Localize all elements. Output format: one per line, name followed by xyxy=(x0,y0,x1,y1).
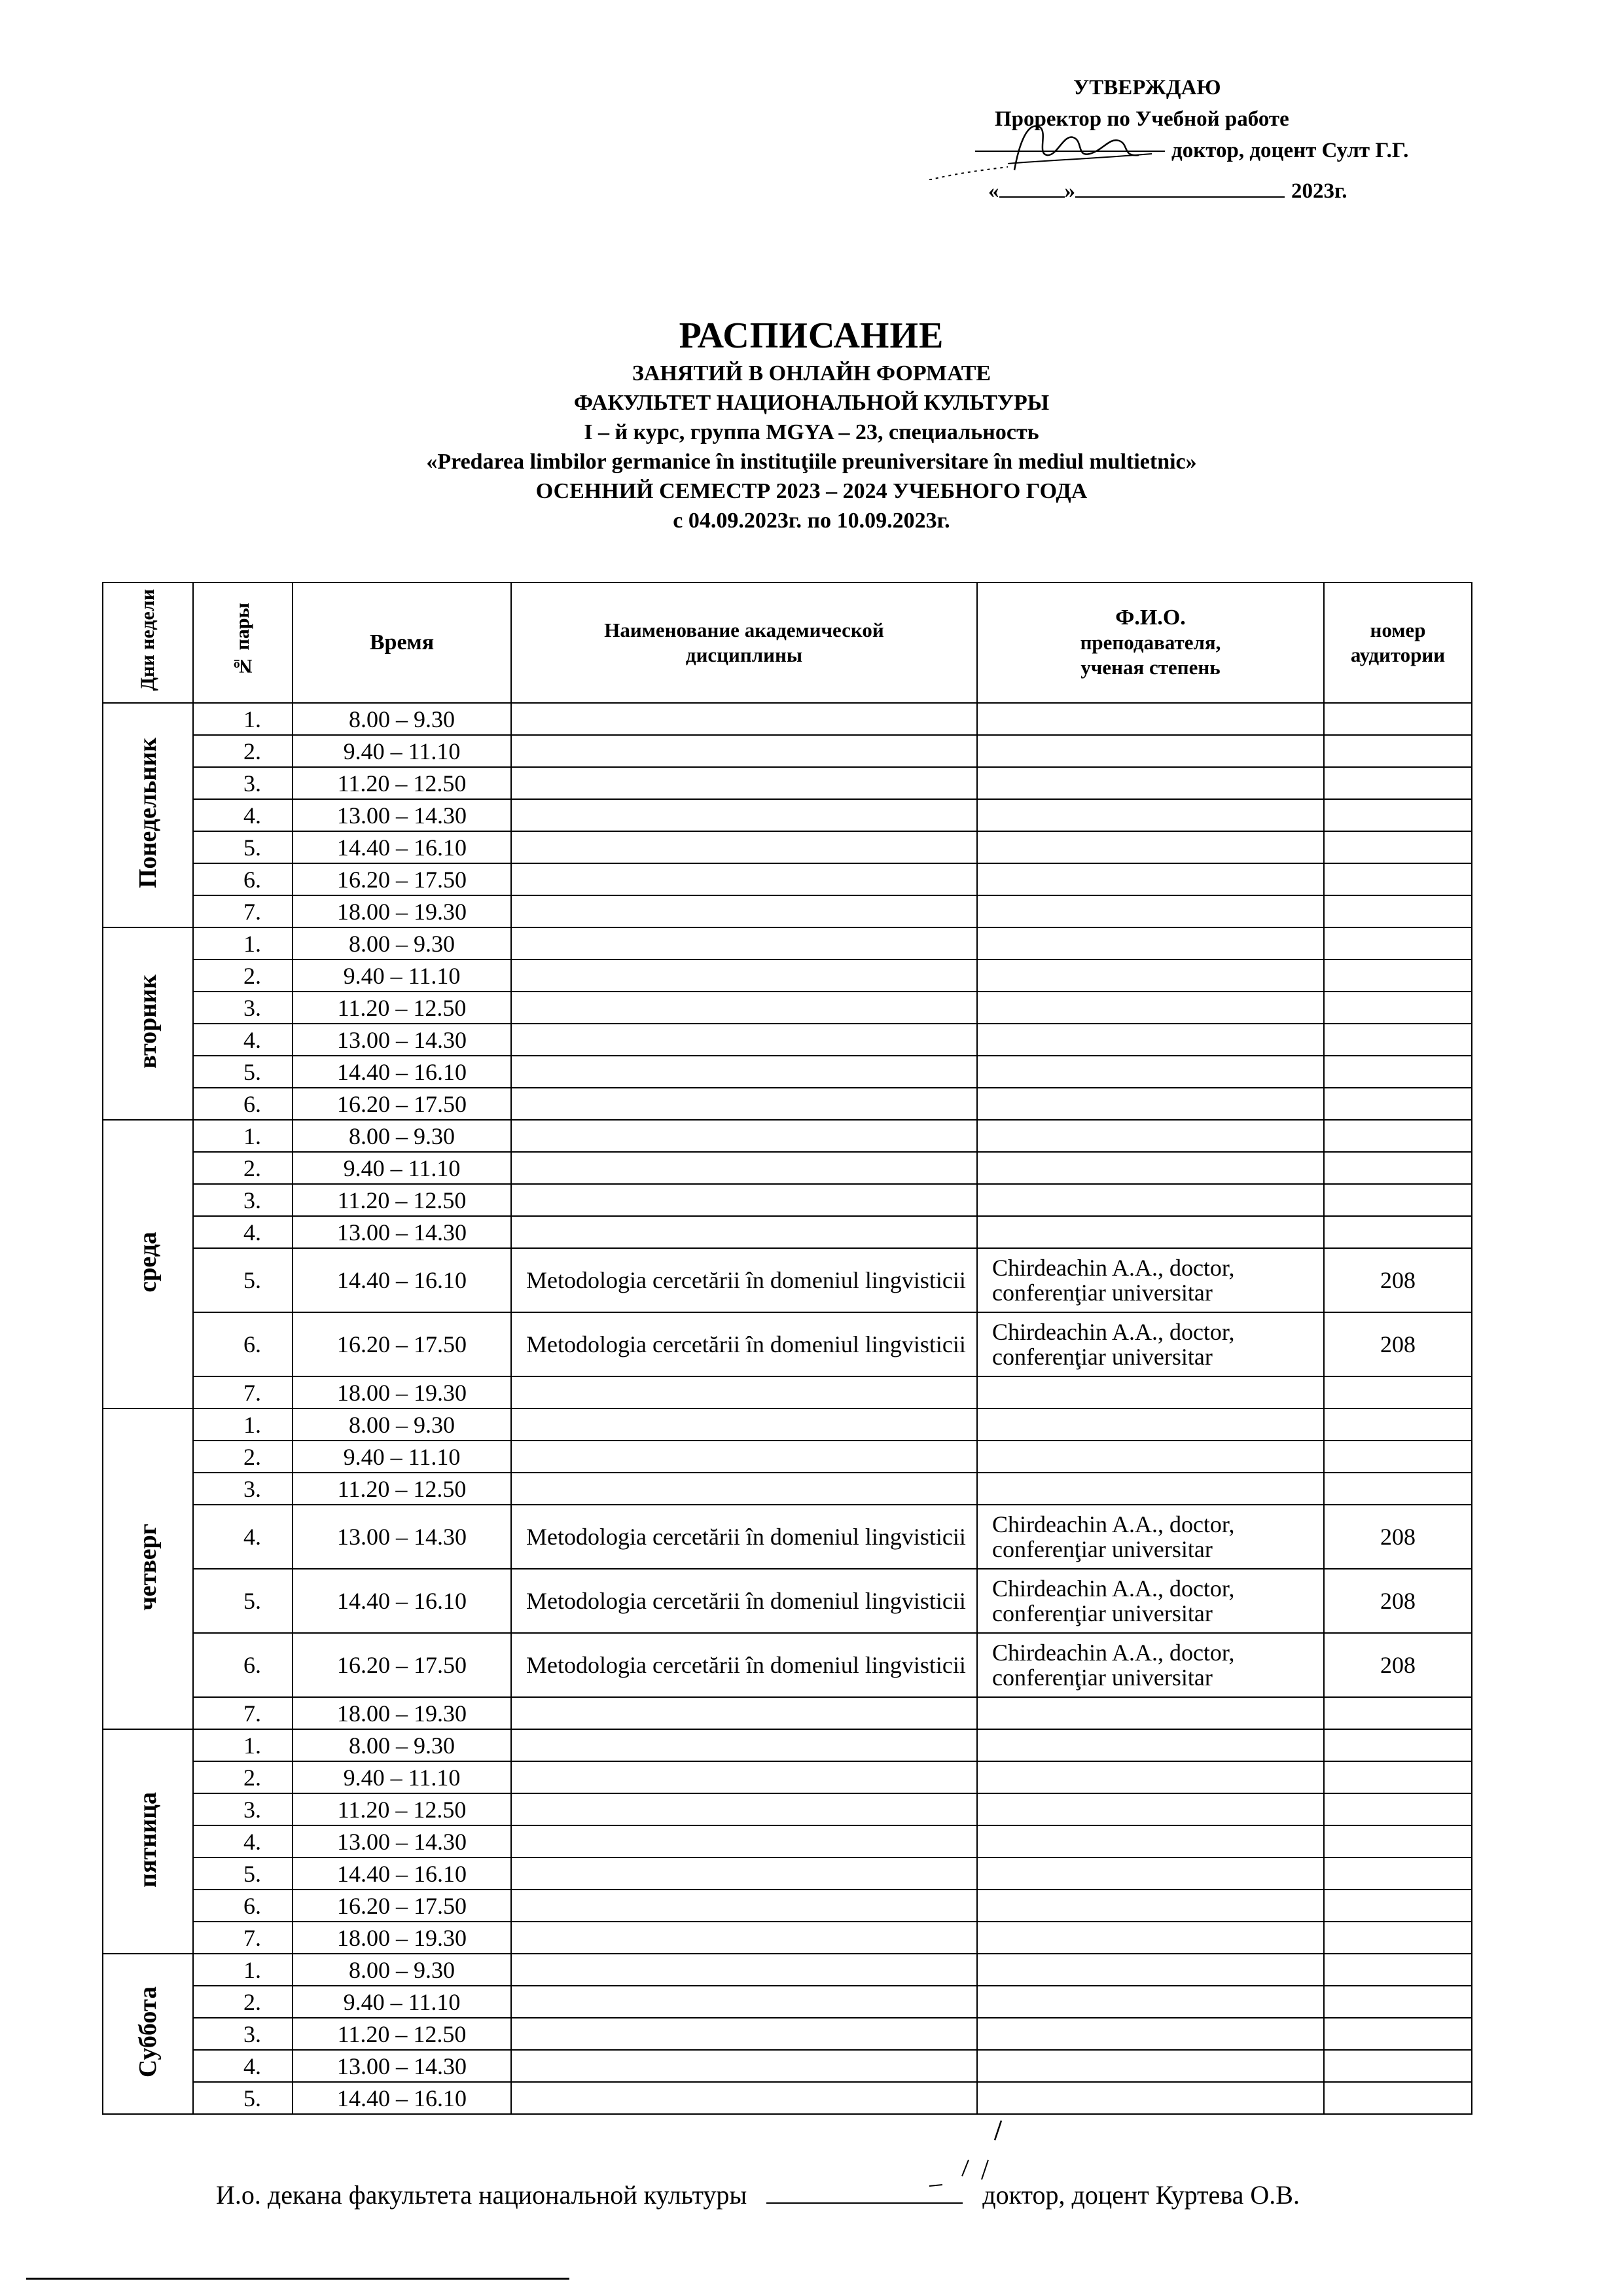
teacher-cell xyxy=(977,1761,1324,1793)
teacher-cell: Chirdeachin A.A., doctor, conferenţiar universitar xyxy=(977,1505,1324,1569)
teacher-cell xyxy=(977,863,1324,895)
subject-cell xyxy=(511,1376,977,1408)
subject-cell xyxy=(511,1441,977,1473)
subject-cell: Metodologia cercetării în domeniul lingvisticii xyxy=(511,1248,977,1312)
day-name: Суббота xyxy=(134,1986,162,2078)
header-room: номер аудитории xyxy=(1324,583,1472,703)
subject-cell: Metodologia cercetării în domeniul lingvisticii xyxy=(511,1505,977,1569)
header-subject: Наименование академической дисциплины xyxy=(511,583,977,703)
subject-cell xyxy=(511,1088,977,1120)
pair-number-cell: 1. xyxy=(193,1120,293,1152)
pair-number-cell: 6. xyxy=(193,1312,293,1376)
pair-number-cell: 4. xyxy=(193,1505,293,1569)
teacher-cell xyxy=(977,2082,1324,2114)
teacher-cell: Chirdeachin A.A., doctor, conferenţiar universitar xyxy=(977,1569,1324,1633)
room-number-cell xyxy=(1324,1954,1472,1986)
table-row xyxy=(103,1922,1472,1954)
table-row xyxy=(103,1441,1472,1473)
time-slot-cell: 11.20 – 12.50 xyxy=(293,2018,511,2050)
room-number-cell xyxy=(1324,1729,1472,1761)
teacher-cell xyxy=(977,1408,1324,1441)
room-number-cell xyxy=(1324,1793,1472,1825)
table-row xyxy=(103,1890,1472,1922)
teacher-cell xyxy=(977,2050,1324,2082)
table-row xyxy=(103,1088,1472,1120)
handwritten-signature-dean xyxy=(903,2114,1047,2193)
approval-name: доктор, доцент Султ Г.Г. xyxy=(1171,139,1409,162)
approval-position: Проректор по Учебной работе xyxy=(995,107,1289,131)
pair-number-cell: 4. xyxy=(193,1825,293,1857)
room-number-cell xyxy=(1324,992,1472,1024)
time-slot-cell: 14.40 – 16.10 xyxy=(293,1857,511,1890)
subject-cell xyxy=(511,735,977,767)
time-slot-cell: 9.40 – 11.10 xyxy=(293,1441,511,1473)
time-slot-cell: 16.20 – 17.50 xyxy=(293,1312,511,1376)
time-slot-cell: 11.20 – 12.50 xyxy=(293,992,511,1024)
pair-number-cell: 2. xyxy=(193,1761,293,1793)
subject-cell xyxy=(511,1793,977,1825)
day-name: пятница xyxy=(134,1791,162,1888)
table-row xyxy=(103,1954,1472,1986)
pair-number-cell: 5. xyxy=(193,1569,293,1633)
teacher-cell xyxy=(977,1184,1324,1216)
pair-number-cell: 3. xyxy=(193,1473,293,1505)
teacher-cell xyxy=(977,1441,1324,1473)
teacher-cell xyxy=(977,1890,1324,1922)
bottom-rule xyxy=(26,2278,569,2280)
pair-number-cell: 5. xyxy=(193,2082,293,2114)
day-name: Понедельник xyxy=(134,738,162,889)
teacher-cell: Chirdeachin A.A., doctor, conferenţiar universitar xyxy=(977,1633,1324,1697)
title-block xyxy=(0,313,1623,535)
teacher-cell xyxy=(977,1697,1324,1729)
day-name: вторник xyxy=(134,975,162,1069)
pair-number-cell: 4. xyxy=(193,799,293,831)
day-name: четверг xyxy=(134,1523,162,1611)
room-number-cell xyxy=(1324,1922,1472,1954)
subject-cell xyxy=(511,767,977,799)
time-slot-cell: 9.40 – 11.10 xyxy=(293,1986,511,2018)
table-row xyxy=(103,1024,1472,1056)
handwritten-signature-approval xyxy=(916,108,1165,180)
subject-cell xyxy=(511,1954,977,1986)
table-row xyxy=(103,992,1472,1024)
teacher-cell xyxy=(977,960,1324,992)
room-number-cell: 208 xyxy=(1324,1505,1472,1569)
time-slot-cell: 9.40 – 11.10 xyxy=(293,960,511,992)
footer xyxy=(216,2179,1525,2210)
table-row xyxy=(103,927,1472,960)
subject-cell: Metodologia cercetării în domeniul lingvisticii xyxy=(511,1569,977,1633)
room-number-cell xyxy=(1324,1120,1472,1152)
room-number-cell xyxy=(1324,1216,1472,1248)
pair-number-cell: 7. xyxy=(193,1922,293,1954)
subject-cell: Metodologia cercetării în domeniul lingvisticii xyxy=(511,1633,977,1697)
day-name: среда xyxy=(134,1232,162,1293)
table-row xyxy=(103,799,1472,831)
time-slot-cell: 13.00 – 14.30 xyxy=(293,2050,511,2082)
subject-cell: Metodologia cercetării în domeniul lingvisticii xyxy=(511,1312,977,1376)
title-line-6: с 04.09.2023г. по 10.09.2023г. xyxy=(673,509,950,533)
header-teacher: Ф.И.О. преподавателя, ученая степень xyxy=(977,583,1324,703)
pair-number-cell: 3. xyxy=(193,2018,293,2050)
room-number-cell xyxy=(1324,703,1472,735)
table-row xyxy=(103,1986,1472,2018)
table-header-row xyxy=(103,583,1472,703)
approval-heading: УТВЕРЖДАЮ xyxy=(1073,76,1221,99)
room-number-cell xyxy=(1324,1184,1472,1216)
pair-number-cell: 2. xyxy=(193,960,293,992)
subject-cell xyxy=(511,1056,977,1088)
subject-cell xyxy=(511,1761,977,1793)
table-row xyxy=(103,1793,1472,1825)
title-line-4: «Predarea limbilor germanice în instituţiile preuniversitare în mediul multietnic» xyxy=(426,450,1197,474)
pair-number-cell: 4. xyxy=(193,1024,293,1056)
time-slot-cell: 16.20 – 17.50 xyxy=(293,863,511,895)
subject-cell xyxy=(511,1825,977,1857)
subject-cell xyxy=(511,1922,977,1954)
time-slot-cell: 13.00 – 14.30 xyxy=(293,1505,511,1569)
table-row xyxy=(103,1056,1472,1088)
teacher-cell xyxy=(977,2018,1324,2050)
table-row xyxy=(103,1216,1472,1248)
subject-cell xyxy=(511,863,977,895)
time-slot-cell: 9.40 – 11.10 xyxy=(293,1152,511,1184)
subject-cell xyxy=(511,895,977,927)
pair-number-cell: 6. xyxy=(193,1890,293,1922)
subject-cell xyxy=(511,1697,977,1729)
time-slot-cell: 11.20 – 12.50 xyxy=(293,767,511,799)
subject-cell xyxy=(511,1857,977,1890)
subject-cell xyxy=(511,1152,977,1184)
teacher-cell: Chirdeachin A.A., doctor, conferenţiar universitar xyxy=(977,1248,1324,1312)
pair-number-cell: 2. xyxy=(193,735,293,767)
day-cell xyxy=(103,1120,193,1408)
day-cell xyxy=(103,703,193,927)
time-slot-cell: 11.20 – 12.50 xyxy=(293,1184,511,1216)
table-row xyxy=(103,1729,1472,1761)
header-day: Дни недели xyxy=(103,583,193,703)
teacher-cell xyxy=(977,767,1324,799)
pair-number-cell: 3. xyxy=(193,1184,293,1216)
subject-cell xyxy=(511,1408,977,1441)
table-row xyxy=(103,1152,1472,1184)
pair-number-cell: 2. xyxy=(193,1986,293,2018)
header-time: Время xyxy=(293,583,511,703)
schedule-table xyxy=(102,582,1472,2115)
time-slot-cell: 18.00 – 19.30 xyxy=(293,1697,511,1729)
pair-number-cell: 6. xyxy=(193,1633,293,1697)
room-number-cell xyxy=(1324,799,1472,831)
pair-number-cell: 4. xyxy=(193,1216,293,1248)
room-number-cell xyxy=(1324,1056,1472,1088)
pair-number-cell: 7. xyxy=(193,895,293,927)
room-number-cell xyxy=(1324,1890,1472,1922)
teacher-cell xyxy=(977,1024,1324,1056)
pair-number-cell: 2. xyxy=(193,1441,293,1473)
table-row xyxy=(103,2050,1472,2082)
teacher-cell xyxy=(977,992,1324,1024)
schedule-body xyxy=(103,703,1472,2114)
dean-signature-blank xyxy=(766,2202,963,2204)
room-number-cell xyxy=(1324,2018,1472,2050)
teacher-cell xyxy=(977,831,1324,863)
teacher-cell xyxy=(977,895,1324,927)
dean-name: доктор, доцент Куртева О.В. xyxy=(982,2180,1300,2210)
teacher-cell xyxy=(977,1922,1324,1954)
room-number-cell xyxy=(1324,2082,1472,2114)
time-slot-cell: 11.20 – 12.50 xyxy=(293,1793,511,1825)
subject-cell xyxy=(511,992,977,1024)
pair-number-cell: 1. xyxy=(193,703,293,735)
room-number-cell xyxy=(1324,1441,1472,1473)
subject-cell xyxy=(511,703,977,735)
day-cell xyxy=(103,927,193,1120)
table-row xyxy=(103,1376,1472,1408)
teacher-cell xyxy=(977,703,1324,735)
room-number-cell xyxy=(1324,1986,1472,2018)
subject-cell xyxy=(511,2018,977,2050)
day-cell xyxy=(103,1408,193,1729)
room-number-cell xyxy=(1324,863,1472,895)
subject-cell xyxy=(511,1729,977,1761)
pair-number-cell: 6. xyxy=(193,863,293,895)
table-row xyxy=(103,1761,1472,1793)
subject-cell xyxy=(511,1216,977,1248)
room-number-cell xyxy=(1324,831,1472,863)
time-slot-cell: 18.00 – 19.30 xyxy=(293,1376,511,1408)
room-number-cell xyxy=(1324,1088,1472,1120)
room-number-cell xyxy=(1324,1376,1472,1408)
subject-cell xyxy=(511,2050,977,2082)
date-month-blank xyxy=(1075,196,1285,198)
table-row xyxy=(103,1697,1472,1729)
document-title: РАСПИСАНИЕ xyxy=(679,315,944,356)
time-slot-cell: 14.40 – 16.10 xyxy=(293,1248,511,1312)
pair-number-cell: 3. xyxy=(193,992,293,1024)
room-number-cell xyxy=(1324,1857,1472,1890)
room-number-cell xyxy=(1324,1825,1472,1857)
room-number-cell: 208 xyxy=(1324,1633,1472,1697)
date-day-blank xyxy=(999,196,1065,198)
room-number-cell xyxy=(1324,2050,1472,2082)
title-line-5: ОСЕННИЙ СЕМЕСТР 2023 – 2024 УЧЕБНОГО ГОДА xyxy=(535,479,1088,503)
subject-cell xyxy=(511,1184,977,1216)
table-row xyxy=(103,1505,1472,1569)
table-row xyxy=(103,2082,1472,2114)
teacher-cell xyxy=(977,1376,1324,1408)
room-number-cell xyxy=(1324,1761,1472,1793)
pair-number-cell: 1. xyxy=(193,1408,293,1441)
title-line-3: I – й курс, группа MGYA – 23, специальность xyxy=(584,420,1039,444)
title-line-1: ЗАНЯТИЙ В ОНЛАЙН ФОРМАТЕ xyxy=(632,361,991,386)
table-row xyxy=(103,1184,1472,1216)
pair-number-cell: 5. xyxy=(193,831,293,863)
dean-title: И.о. декана факультета национальной культуры xyxy=(216,2180,747,2210)
day-cell xyxy=(103,1729,193,1954)
teacher-cell xyxy=(977,1120,1324,1152)
table-row xyxy=(103,1825,1472,1857)
table-row xyxy=(103,831,1472,863)
table-row xyxy=(103,1120,1472,1152)
time-slot-cell: 14.40 – 16.10 xyxy=(293,1056,511,1088)
teacher-cell xyxy=(977,1986,1324,2018)
teacher-cell xyxy=(977,1473,1324,1505)
room-number-cell xyxy=(1324,1024,1472,1056)
time-slot-cell: 18.00 – 19.30 xyxy=(293,895,511,927)
room-number-cell: 208 xyxy=(1324,1312,1472,1376)
pair-number-cell: 1. xyxy=(193,927,293,960)
teacher-cell xyxy=(977,1793,1324,1825)
subject-cell xyxy=(511,1473,977,1505)
header-pair-number: № пары xyxy=(193,583,293,703)
pair-number-cell: 5. xyxy=(193,1056,293,1088)
approval-date-line: « » 2023г. xyxy=(988,179,1347,203)
time-slot-cell: 9.40 – 11.10 xyxy=(293,735,511,767)
teacher-cell xyxy=(977,1056,1324,1088)
table-row xyxy=(103,767,1472,799)
pair-number-cell: 7. xyxy=(193,1697,293,1729)
table-row xyxy=(103,735,1472,767)
pair-number-cell: 5. xyxy=(193,1248,293,1312)
room-number-cell xyxy=(1324,927,1472,960)
teacher-cell xyxy=(977,1857,1324,1890)
teacher-cell: Chirdeachin A.A., doctor, conferenţiar universitar xyxy=(977,1312,1324,1376)
table-row xyxy=(103,863,1472,895)
time-slot-cell: 9.40 – 11.10 xyxy=(293,1761,511,1793)
time-slot-cell: 13.00 – 14.30 xyxy=(293,1825,511,1857)
time-slot-cell: 14.40 – 16.10 xyxy=(293,831,511,863)
time-slot-cell: 14.40 – 16.10 xyxy=(293,1569,511,1633)
table-row xyxy=(103,1312,1472,1376)
subject-cell xyxy=(511,831,977,863)
room-number-cell xyxy=(1324,895,1472,927)
room-number-cell xyxy=(1324,767,1472,799)
time-slot-cell: 13.00 – 14.30 xyxy=(293,799,511,831)
time-slot-cell: 18.00 – 19.30 xyxy=(293,1922,511,1954)
table-row xyxy=(103,1569,1472,1633)
room-number-cell xyxy=(1324,960,1472,992)
teacher-cell xyxy=(977,1088,1324,1120)
pair-number-cell: 7. xyxy=(193,1376,293,1408)
subject-cell xyxy=(511,1024,977,1056)
pair-number-cell: 4. xyxy=(193,2050,293,2082)
teacher-cell xyxy=(977,1216,1324,1248)
teacher-cell xyxy=(977,799,1324,831)
subject-cell xyxy=(511,2082,977,2114)
table-row xyxy=(103,2018,1472,2050)
room-number-cell xyxy=(1324,1473,1472,1505)
table-row xyxy=(103,960,1472,992)
table-row xyxy=(103,703,1472,735)
table-row xyxy=(103,1473,1472,1505)
subject-cell xyxy=(511,927,977,960)
time-slot-cell: 16.20 – 17.50 xyxy=(293,1088,511,1120)
subject-cell xyxy=(511,1890,977,1922)
time-slot-cell: 8.00 – 9.30 xyxy=(293,1954,511,1986)
time-slot-cell: 13.00 – 14.30 xyxy=(293,1024,511,1056)
approval-year: 2023г. xyxy=(1291,179,1347,203)
pair-number-cell: 5. xyxy=(193,1857,293,1890)
room-number-cell xyxy=(1324,1697,1472,1729)
pair-number-cell: 1. xyxy=(193,1954,293,1986)
table-row xyxy=(103,1857,1472,1890)
time-slot-cell: 8.00 – 9.30 xyxy=(293,703,511,735)
time-slot-cell: 16.20 – 17.50 xyxy=(293,1890,511,1922)
pair-number-cell: 6. xyxy=(193,1088,293,1120)
time-slot-cell: 11.20 – 12.50 xyxy=(293,1473,511,1505)
time-slot-cell: 16.20 – 17.50 xyxy=(293,1633,511,1697)
teacher-cell xyxy=(977,1954,1324,1986)
room-number-cell: 208 xyxy=(1324,1248,1472,1312)
time-slot-cell: 8.00 – 9.30 xyxy=(293,1408,511,1441)
table-row xyxy=(103,1408,1472,1441)
day-cell xyxy=(103,1954,193,2114)
table-row xyxy=(103,1633,1472,1697)
table-row xyxy=(103,895,1472,927)
teacher-cell xyxy=(977,1825,1324,1857)
subject-cell xyxy=(511,1120,977,1152)
subject-cell xyxy=(511,960,977,992)
room-number-cell xyxy=(1324,735,1472,767)
table-row xyxy=(103,1248,1472,1312)
time-slot-cell: 8.00 – 9.30 xyxy=(293,927,511,960)
title-line-2: ФАКУЛЬТЕТ НАЦИОНАЛЬНОЙ КУЛЬТУРЫ xyxy=(573,391,1050,415)
subject-cell xyxy=(511,1986,977,2018)
pair-number-cell: 2. xyxy=(193,1152,293,1184)
teacher-cell xyxy=(977,1152,1324,1184)
subject-cell xyxy=(511,799,977,831)
teacher-cell xyxy=(977,735,1324,767)
time-slot-cell: 8.00 – 9.30 xyxy=(293,1120,511,1152)
room-number-cell xyxy=(1324,1152,1472,1184)
room-number-cell: 208 xyxy=(1324,1569,1472,1633)
teacher-cell xyxy=(977,1729,1324,1761)
time-slot-cell: 14.40 – 16.10 xyxy=(293,2082,511,2114)
time-slot-cell: 8.00 – 9.30 xyxy=(293,1729,511,1761)
pair-number-cell: 3. xyxy=(193,1793,293,1825)
pair-number-cell: 3. xyxy=(193,767,293,799)
teacher-cell xyxy=(977,927,1324,960)
room-number-cell xyxy=(1324,1408,1472,1441)
pair-number-cell: 1. xyxy=(193,1729,293,1761)
time-slot-cell: 13.00 – 14.30 xyxy=(293,1216,511,1248)
